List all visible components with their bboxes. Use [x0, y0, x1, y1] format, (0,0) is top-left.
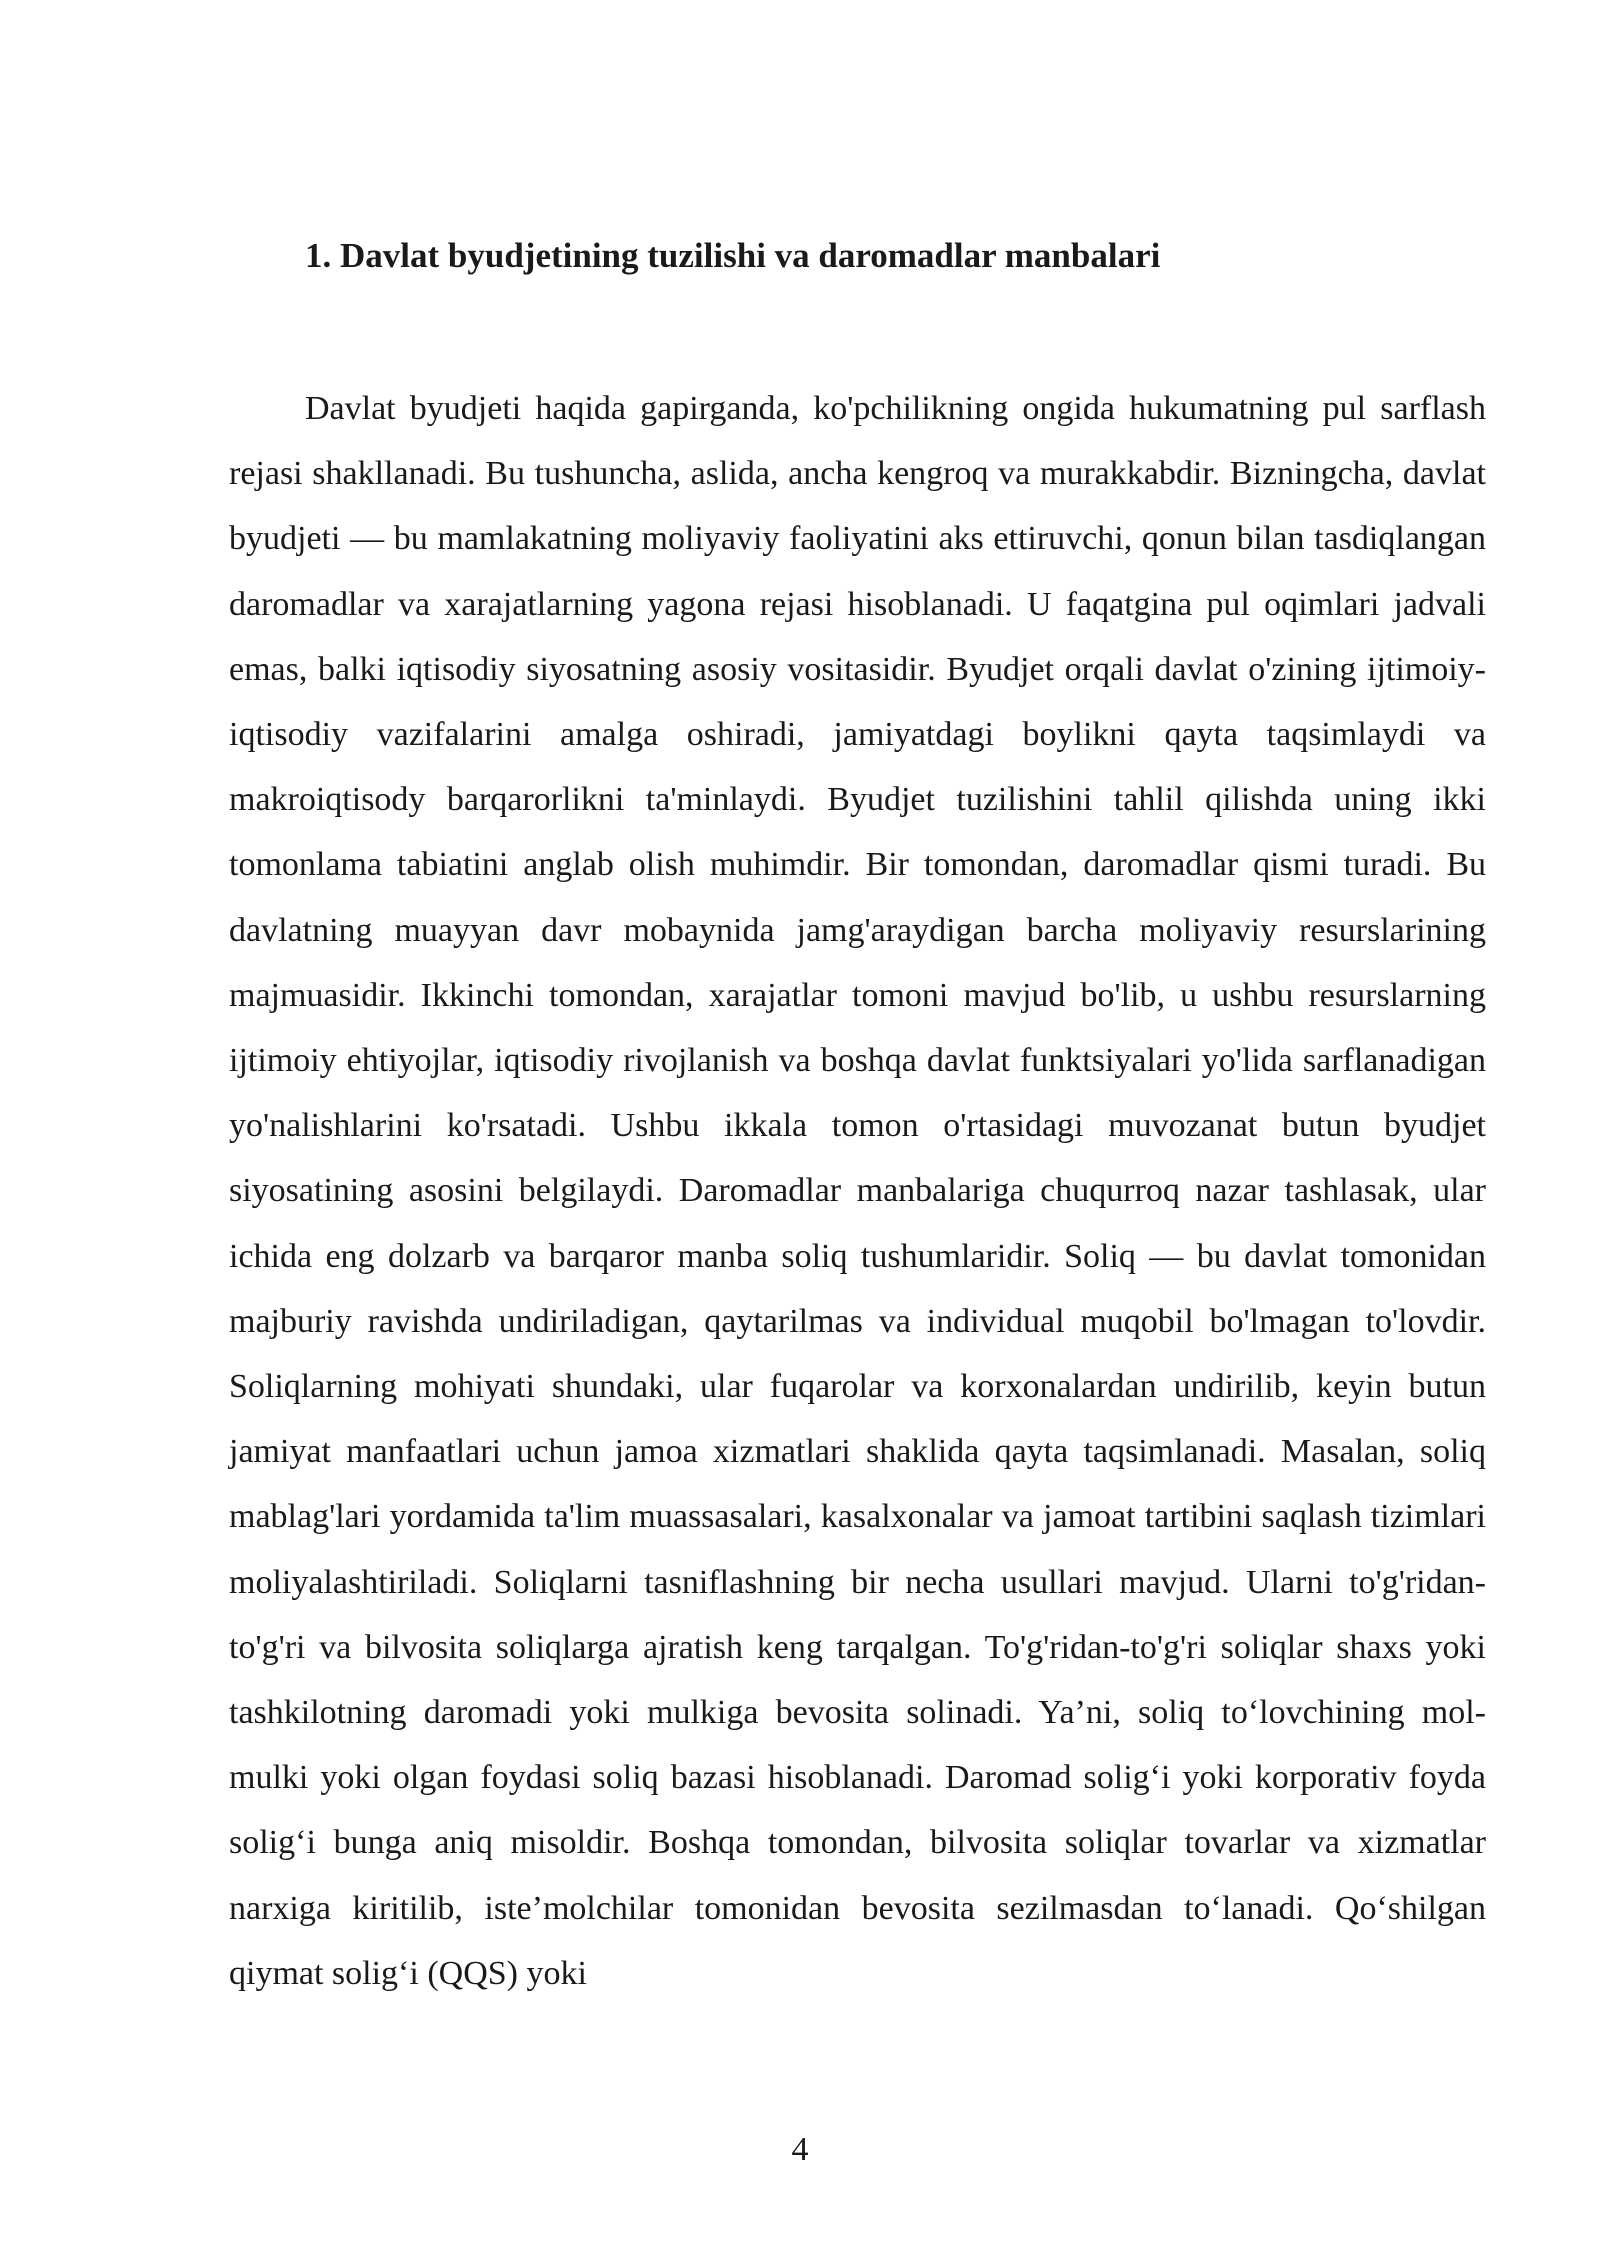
page-number: 4 — [791, 2131, 809, 2168]
body-paragraph: Davlat byudjeti haqida gapirganda, ko'pchilikning ongida hukumatning pul sarflash rejasi shakllanadi. Bu tushuncha, aslida, ancha kengroq va murakkabdir. Bizningcha, davlat byudjeti — bu mamlakatning moliyaviy faoliyatini aks ettiruvchi, qonun bilan tasdiqlangan daromadlar va xarajatlarning yagona rejasi hisoblanadi. U faqatgina pul oqimlari jadvali emas, balki iqtisodiy siyosatning asosiy vositasidir. Byudjet orqali davlat o'zining ijtimoiy-iqtisodiy vazifalarini amalga oshiradi, jamiyatdagi boylikni qayta taqsimlaydi va makroiqtisody barqarorlikni ta'minlaydi. Byudjet tuzilishini tahlil qilishda uning ikki tomonlama tabiatini anglab olish muhimdir. Bir tomondan, daromadlar qismi turadi. Bu davlatning muayyan davr mobaynida jamg'araydigan barcha moliyaviy resurslarining majmuasidir. Ikkinchi tomondan, xarajatlar tomoni mavjud bo'lib, u ushbu resurslarning ijtimoiy ehtiyojlar, iqtisodiy rivojlanish va boshqa davlat funktsiyalari yo'lida sarflanadigan yo'nalishlarini ko'rsatadi. Ushbu ikkala tomon o'rtasidagi muvozanat butun byudjet siyosatining asosini belgilaydi. Daromadlar manbalariga chuqurroq nazar tashlasak, ular ichida eng dolzarb va barqaror manba soliq tushumlaridir. Soliq — bu davlat tomonidan majburiy ravishda undiriladigan, qaytarilmas va individual muqobil bo'lmagan to'lovdir. Soliqlarning mohiyati shundaki, ular fuqarolar va korxonalardan undirilib, keyin butun jamiyat manfaatlari uchun jamoa xizmatlari shaklida qayta taqsimlanadi. Masalan, soliq mablag'lari yordamida ta'lim muassasalari, kasalxonalar va jamoat tartibini saqlash tizimlari moliyalashtiriladi. Soliqlarni tasniflashning bir necha usullari mavjud. Ularni to'g'ridan-to'g'ri va bilvosita soliqlarga ajratish keng tarqalgan. To'g'ridan-to'g'ri soliqlar shaxs yoki tashkilotning daromadi yoki mulkiga bevosita solinadi. Ya’ni, soliq to‘lovchining mol-mulki yoki olgan foydasi soliq bazasi hisoblanadi. Daromad solig‘i yoki korporativ foyda solig‘i bunga aniq misoldir. Boshqa tomondan, bilvosita soliqlar tovarlar va xizmatlar narxiga kiritilib, iste’molchilar tomonidan bevosita sezilmasdan to‘lanadi. Qo‘shilgan qiymat solig‘i (QQS) yoki — [229, 390, 1486, 1992]
section-heading: 1. Davlat byudjetining tuzilishi va daromadlar manbalari — [305, 236, 1161, 275]
